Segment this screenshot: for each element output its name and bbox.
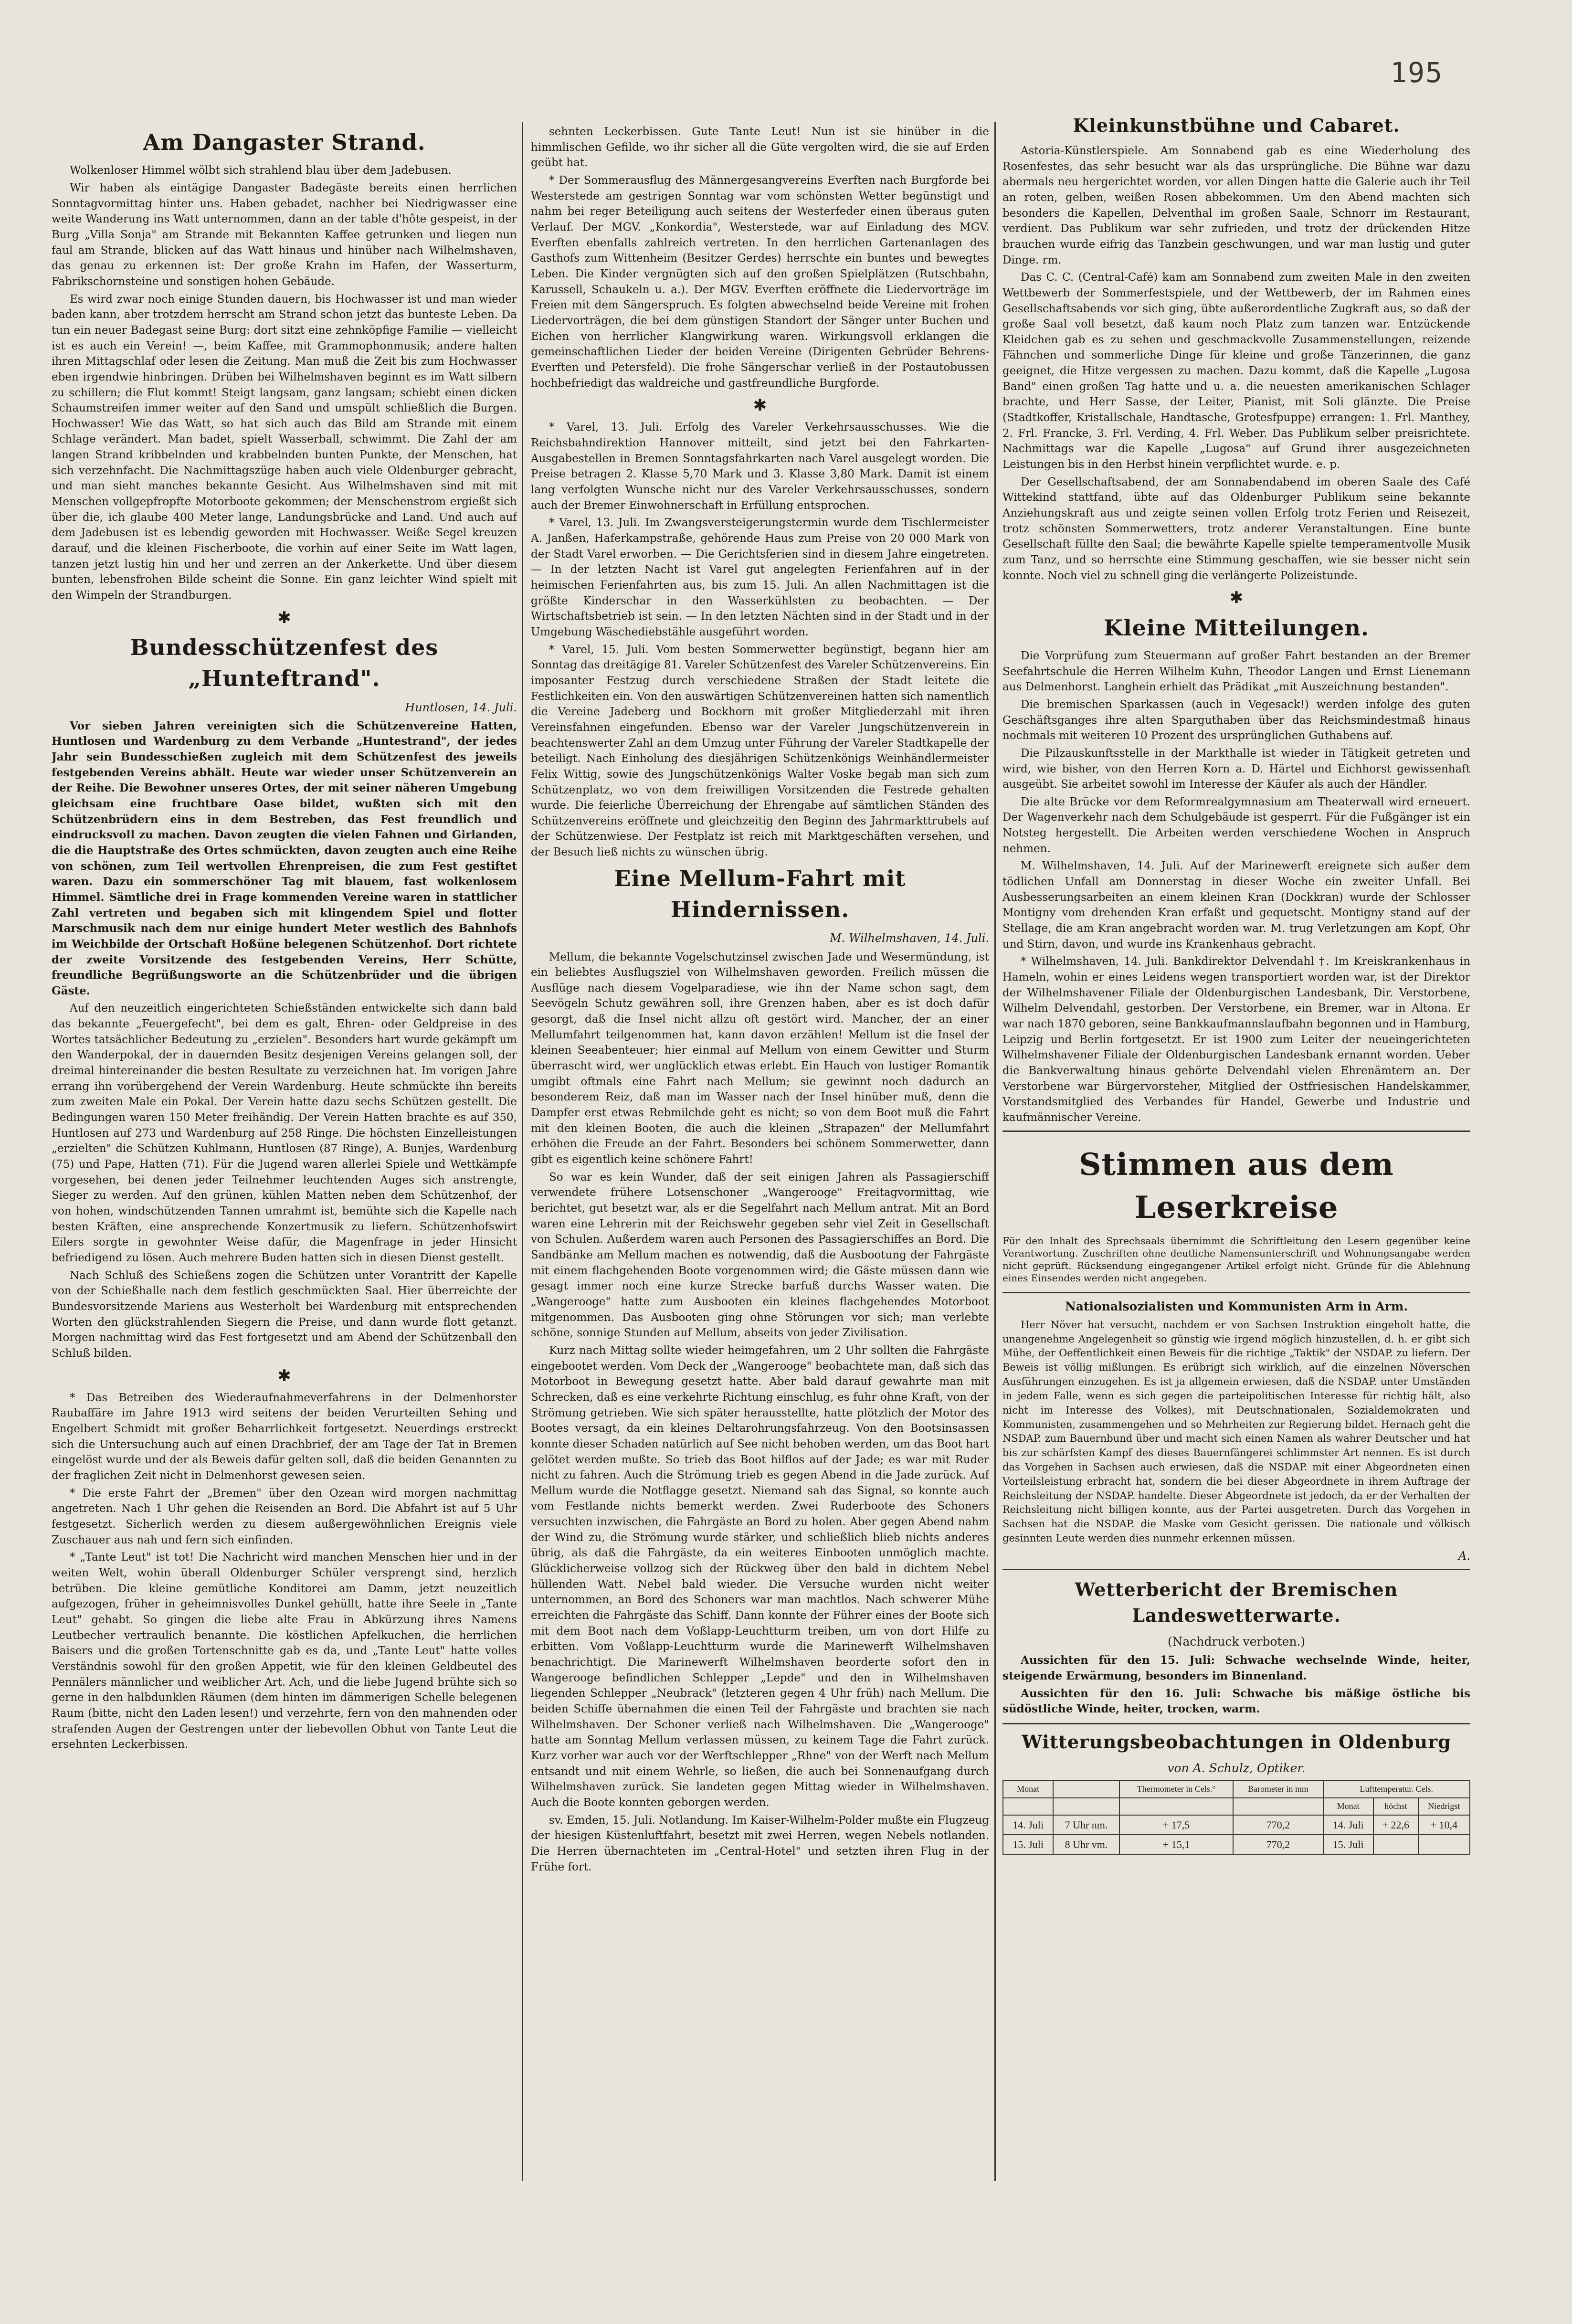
separator-star: ✱ — [277, 608, 291, 627]
paragraph: Es wird zwar noch einige Stunden dauern, bis Hochwasser ist und man wieder baden kann, aber trotzdem herrscht am Strand schon jetzt das bunteste Leben. Da tun ein neuer Badegast seine Burg: dort sitzt eine zehnköpfige Familie — vielleicht ist es auch ein Verein! —, beim Kaffee, mit Grammophonmusik; andere halten ihren Mittagschlaf oder lesen die Zeitung. Man muß die Zeit bis zum Hochwasser eben irgendwie hinbringen. Drüben bei Wilhelmshaven beginnt es im Watt silbern zu schillern; die Flut kommt! Steigt langsam, ganz langsam; schiebt einen dicken Schaumstreifen immer weiter auf den Sand und umspült schließlich die Burgen. Hochwasser! Wie das Watt, so hat sich auch das Bild am Strande mit einem Schlage verändert. Man badet, spielt Wasserball, schwimmt. Die Zahl der am langen Strand kribbelnden und krabbelnden bunten Punkte, der Menschen, hat sich verzehnfacht. Die Nachmittagszüge haben auch viele Oldenburger gebracht, und man sieht manches bekannte Gesicht. Aus Wilhelmshaven sind mit mit Menschen vollgepfropfte Motorboote gekommen; der Menschenstrom ergießt sich über die, ich glaube 400 Meter lange, Landungsbrücke and Land. Und auch auf dem Jadebusen ist es lebendig geworden mit Hochwasser. Weiße Segel kreuzen darauf, und die kleinen Fischerboote, die vorhin auf einer Seite im Watt lagen, tanzen jetzt lustig hin und her und zerren an der Ankerkette. Und über diesem bunten, lebensfrohen Bilde scheint die Sonne. Ein ganz leichter Wind spielt mit den Wimpeln der Strandburgen. — [52, 293, 517, 602]
table-cell: + 22,6 — [1373, 1815, 1418, 1835]
paragraph: * Varel, 15. Juli. Vom besten Sommerwetter begünstigt, begann hier am Sonntag das dreitägige 81. Vareler Schützenfest des Vareler Schützenvereins. Ein imposanter Festzug durch verschiedene Straßen der Stadt leitete die Festlichkeiten ein. Von den auswärtigen Schützenvereinen hatten sich namentlich die Vereine Jadeberg und Bockhorn mit großer Mitgliederzahl mit ihren Vereinsfahnen eingefunden. Ebenso war der Vareler Jungschützenverein in beachtenswerter Zahl an dem Umzug unter Führung der Vareler Stadtkapelle der beteiligt. Nach Einholung des diesjährigen Schützenkönigs Weinhändlermeister Felix Wittig, sowie des Jungschützenkönigs Walter Voske begab man sich zum Schützenplatz, wo von dem freiwilligen Vorsitzenden die Festrede gehalten wurde. Die feierliche Überreichung der Ehrengabe auf sämtlichen Ständen des Schützenvereins eröffnete und gleichzeitig den Beginn des Jahrmarkttrubels auf der Schützenwiese. Der Festplatz ist reich mit Marktgeschäften versehen, und der Besuch ließ nichts zu wünschen übrig. — [531, 643, 989, 859]
paragraph: * „Tante Leut" ist tot! Die Nachricht wird manchen Menschen hier und in der weiten Welt, wohin überall Oldenburger Schüler versprengt sind, herzlich betrüben. Die kleine gemütliche Konditorei am Damm, jetzt neuzeitlich aufgezogen, früher in geheimnisvolles Dunkel gehüllt, hatte ihre Seele in „Tante Leut" gehabt. So gingen die liebe alte Frau in Abkürzung ihres Namens Leutbecher vertraulich benannte. Die köstlichen Apfelkuchen, die herrlichen Baisers und die großen Tortenschnitte gab es da, und „Tante Leut" hatte volles Verständnis sowohl für den großen Appetit, wie für den kleinen Geldbeutel des Pennälers männlicher und weiblicher Art. Ach, und die liebe Jugend brühte sich so gerne in den halbdunklen Räumen (dem hinten im dämmerigen Schelle belegenen Raum (bitte, nicht den Laden lesen!) und verzehrte, fern von den mahnenden oder strafenden Augen der Gestrengen unter der liebevollen Obhut von Tante Leut die ersehnten Leckerbissen. — [52, 1551, 517, 1751]
table-cell: 14. Juli — [1003, 1815, 1053, 1835]
weather-box — [1002, 1569, 1470, 1724]
table-header: Barometer in mm — [1233, 1781, 1323, 1798]
paragraph: Mellum, die bekannte Vogelschutzinsel zwischen Jade und Wesermündung, ist ein beliebtes Ausflugsziel von Wilhelmshaven geworden. Freilich müssen die Ausflüge nach diesem Vogelparadiese, wie ihn der Name schon sagt, dem Seevögeln Schutz gewähren soll, ihre Grenzen haben, aber es ist doch dafür gesorgt, daß die Insel nicht allzu oft gestört wird. Mancher, der an einer Mellumfahrt teilgenommen hat, kann davon erzählen! Mellum ist die Insel der kleinen Seeabenteuer; hier einmal auf Mellum von einem Gewitter und Sturm überrascht wird, wer unglücklich etwas erlebt. Ein Hauch von lustiger Romantik umgibt oftmals eine Fahrt nach Mellum; sie gewinnt noch dadurch an besonderem Reiz, daß man im Wasser nach der Insel hinüber muß, denn die Dampfer erst etwas Rebmilchde geht es nicht; so von dem Boot muß die Fahrt mit den kleinen Booten, die auch die kleinen „Strapazen" der Mellumfahrt erhöhen die Freude an der Fahrt. Besonders bei schönem Sommerwetter, dann gibt es eigentlich keine schönere Fahrt! — [531, 951, 989, 1166]
separator-star: ✱ — [753, 396, 767, 415]
table-cell: 7 Uhr nm. — [1053, 1815, 1119, 1835]
table-cell — [1373, 1835, 1418, 1854]
dateline: Huntlosen, 14. Juli. — [405, 700, 517, 714]
paragraph: sehnten Leckerbissen. Gute Tante Leut! Nun ist sie hinüber in die himmlischen Gefilde, wo ihr sicher all die Güte vergolten wird, die sie auf Erden geübt hat. — [531, 126, 989, 169]
headline-leserkreise: Stimmen aus dem Leserkreise — [1079, 1146, 1394, 1226]
forecast: Aussichten für den 16. Juli: Schwache bis mäßige östliche bis südöstliche Winde, heiter, trocken, warm. — [1002, 1687, 1470, 1716]
paragraph: Auf den neuzeitlich eingerichteten Schießständen entwickelte sich dann bald das bekannte „Feuergefecht", bei dem es galt, Ehren- oder Geldpreise in des Wortes tatsächlicher Bedeutung zu „erzielen". Besonders hart wurde gekämpft um den Wanderpokal, der in dauernden Besitz desjenigen Vereins gelangen soll, der dreimal hintereinander die besten Resultate zu verzeichnen hat. Im vorigen Jahre errang ihn vorübergehend der Verein Wardenburg. Heute schmückte ihn bereits zum zweiten Male ein Pokal. Der Verein hatte dazu sechs Schützen gestellt. Die Bedingungen waren 150 Meter freihändig. Der Verein Hatten brachte es auf 350, Huntlosen auf 273 und Wardenburg auf 258 Ringe. Die höchsten Einzelleistungen „erzielten" die Schützen Kuhlmann, Huntlosen (87 Ringe), A. Bunjes, Wardenburg (75) und Pape, Hatten (71). Für die Jugend waren allerlei Spiele und Wettkämpfe vorgesehen, bei denen jeder Teilnehmer leuchtenden Auges sich anstrengte, Sieger zu werden. Auf den grünen, kühlen Matten neben dem Schützenhof, der von hohen, windschützenden Tannen umrahmt ist, bemühte sich die Kapelle nach besten Kräften, eine ansprechende Konzertmusik zu liefern. Schützenhofswirt Eilers sorgte in gewohnter Weise dafür, die Magenfrage in jeder Hinsicht befriedigend zu lösen. Auch mehrere Buden hatten sich in diesen Dienst gestellt. — [52, 1002, 517, 1264]
table-header: Niedrigst — [1418, 1798, 1470, 1815]
column-rule — [994, 122, 996, 2181]
table-header — [1233, 1798, 1323, 1815]
headline-kleine-mitteilungen: Kleine Mitteilungen. — [1104, 614, 1369, 641]
table-header — [1119, 1798, 1234, 1815]
table-cell — [1418, 1835, 1470, 1854]
column-rule — [522, 122, 523, 2181]
paragraph: Vor sieben Jahren vereinigten sich die Schützenvereine Hatten, Huntlosen und Wardenburg zu dem Verbande „Huntestrand", der jedes Jahr sein Bundesschießen zugleich mit dem Schützenfest des jeweils festgebenden Vereins abhält. Heute war wieder unser Schützenverein an der Reihe. Die Bewohner unseres Ortes, der mit seiner näheren Umgebung gleichsam eine fruchtbare Oase bildet, wußten sich mit den Schützenbrüdern eins in dem Bestreben, das Fest freundlich und eindrucksvoll zu machen. Davon zeugten die vielen Fahnen und Girlanden, die die Hauptstraße des Ortes schmückten, davon zeugten auch eine Reihe von schönen, zum Teil wertvollen Ehrenpreisen, die zum Fest gestiftet waren. Dazu ein sommerschöner Tag mit blauem, fast wolkenlosem Himmel. Sämtliche drei in Frage kommenden Vereine waren in stattlicher Zahl vertreten und begaben sich mit klingendem Spiel und flotter Marschmusik nach dem nur einige hundert Meter westlich des Bahnhofs im Weichbilde der Ortschaft Hoßüne belegenen Schützenhof. Dort richtete der zweite Vorsitzende des festgebenden Vereins, Herr Schütte, freundliche Begrüßungsworte an die Schützenbrüder und die übrigen Gäste. — [52, 719, 517, 997]
paragraph: Herr Növer hat versucht, nachdem er von Sachsen Instruktion eingeholt hatte, die unangenehme Angelegenheit so günstig wie irgend möglich hinzustellen, d. h. er gibt sich Mühe, der Oeffentlichkeit einen Beweis für die richtige „Taktik" der NSDAP. zu liefern. Der Beweis ist völlig mißlungen. Es erübrigt sich wirklich, auf die einzelnen Növerschen Ausführungen einzugehen. Es ist ja allgemein erwiesen, daß die NSDAP. unter Umständen in jedem Falle, wenn es sich gegen die parteipolitischen Interesse für richtig hält, also nicht im Interesse des Volkes), mit Deutschnationalen, Sozialdemokraten und Kommunisten, zusammengehen und so Mehrheiten zur Regierung bildet. Hernach geht die NSDAP. zum Bauernbund über und macht sich einen Namen als wahrer Deutscher und hat bis zur schärfsten Kampf des dieses Bauernfängerei schlimmster Art nennen. Es ist durch das Vorgehen in Sachsen auch erwiesen, daß die NSDAP. mit einer Abgeordneten einen Vorteilsleistung erbracht hat, sondern die bei dieser Abgeordnete in ihrem Auftrage der Reichsleitung der NSDAP. handelte. Dieser Abgeordnete ist jedoch, da er der Verhalten der Reichsleitung nicht billigen konnte, aus der Partei ausgetreten. Durch das Vorgehen in Sachsen hat die NSDAP. die Maske vom Gesicht gerissen. Die nationale und völkisch gesinnten Leute werden dies nunmehr erkennen müssen. — [1002, 1319, 1470, 1544]
separator-star: ✱ — [277, 1366, 291, 1385]
paragraph: Astoria-Künstlerspiele. Am Sonnabend gab es eine Wiederholung des Rosenfestes, das sehr besucht war als das ursprüngliche. Die Bühne war dazu abermals neu hergerichtet worden, vor allen Dingen hatte die Galerie auch ihr Teil an roten, gelben, weißen Rosen abbekommen. Um den Abend machten sich besonders die Kapellen, Delventhal im großen Saale, Schnorr im Restaurant, verdient. Das Publikum war sehr zufrieden, und trotz der drückenden Hitze brauchen wurde eifrig das Tanzbein geschwungen, und war man lustig und guter Dinge. rm. — [1002, 144, 1470, 266]
table-cell: 8 Uhr vm. — [1053, 1835, 1119, 1854]
paragraph: Kurz nach Mittag sollte wieder heimgefahren, um 2 Uhr sollten die Fahrgäste eingebootet werden. Vom Deck der „Wangerooge" beobachtete man, daß sich das Motorboot in Bewegung gesetzt hatte. Aber bald darauf gewahrte man mit Schrecken, daß es eine verkehrte Richtung einschlug, es fuhr ohne Kraft, von der Strömung getrieben. Wie sich später herausstellte, hatte plötzlich der Motor des Bootes versagt, da ein kleines Deltarohrungsfahrzeug. Von den Bootsinsassen konnte dieser Schaden natürlich auf See nicht behoben werden, um das Boot hart gelötet werden mußte. So trieb das Boot hilflos auf der Jade; es war mit Ruder nicht zu fahren. Auch die Strömung trieb es gegen Abend in die Jade zurück. Auf Mellum wurde die Notflagge gesetzt. Niemand sah das Signal, so konnte auch vom Festlande nichts bemerkt werden. Zwei Ruderboote des Schoners versuchten inzwischen, die Fahrgäste an Bord zu holen. Aber gegen Abend nahm der Wind zu, die Strömung wurde stärker, und schließlich blieb nichts anderes übrig, als daß die Fahrgäste, da ein weiteres Einbooten unmöglich machte. Glücklicherweise vollzog sich der Rückweg über den bald in dichtem Nebel hüllenden Watt. Nebel bald wieder. Die Versuche wurden nicht weiter unternommen, an Bord des Schoners war man machtlos. Nach schwerer Mühe erreichten die Fahrgäste das Schiff. Dann konnte der Führer eines der Boote sich mit dem Boot nach dem Voßlapp-Leuchtturm treiben, um von dort Hilfe zu erbitten. Vom Voßlapp-Leuchtturm wurde die Marinewerft Wilhelmshaven benachrichtigt. Die Marinewerft Wilhelmshaven beorderte sofort den in Wangerooge befindlichen Schlepper „Lepde" und den in Wilhelmshaven liegenden Schlepper „Neubrack" (letzteren gegen 4 Uhr früh) nach Mellum. Die beiden Schiffe übernahmen die einen Teil der Fahrgäste und brachten sie nach Wilhelmshaven. Der Schoner verließ nach Wilhelmshaven. Die „Wangerooge" hatte am Sonntag Mellum verlassen müssen, zu keinem Tage die Fahrt zurück. Kurz vorher war auch vor der Werftschlepper „Rhne" von der Werft nach Mellum entsandt und mit einem Wehrle, so ließen, die auch bei Sonnenaufgang durch Wilhelmshaven zurück. Sie landeten gegen Mittag wieder in Wilhelmshaven. Auch die Boote konnten geborgen werden. — [531, 1344, 989, 1809]
weather-subtitle: (Nachdruck verboten.) — [1167, 1634, 1306, 1648]
table-header — [1003, 1798, 1053, 1815]
paragraph: Die bremischen Sparkassen (auch in Vegesack!) werden infolge des guten Geschäftsganges ihre alten Sparguthaben über das Reichsmindestmaß hinaus nochmals mit weiteren 10 Prozent des ursprünglichen Guthabens auf. — [1002, 698, 1470, 742]
headline-wetterbericht: Wetterbericht der Bremischen Landeswetterwarte. — [1075, 1578, 1398, 1626]
paragraph: * Das Betreiben des Wiederaufnahmeverfahrens in der Delmenhorster Raubaffäre im Jahre 1913 wird seitens der beiden Verurteilten Sehing und Engelbert Schmidt mit großer Beharrlichkeit fortgesetzt. Neuerdings erstreckt sich die Untersuchung auch auf einen Drachbrief, der am Tage der Tat in Bremen eingelöst wurde und der als Beweis dafür gelten soll, daß die beiden Genannten zu der fraglichen Zeit nicht in Delmenhorst gewesen seien. — [52, 1391, 517, 1482]
letter-signature: A. — [1458, 1549, 1470, 1563]
obs-subtitle: von A. Schulz, Optiker. — [1167, 1761, 1306, 1775]
column-3 — [1002, 110, 1470, 2152]
table-cell: 14. Juli — [1323, 1815, 1373, 1835]
table-cell: + 15,1 — [1119, 1835, 1234, 1854]
paragraph: Nach Schluß des Schießens zogen die Schützen unter Vorantritt der Kapelle von der Schießhalle nach dem festlich geschmückten Saal. Hier überreichte der Bundesvorsitzende Mariens aus Westerholt bei Wardenburg mit entsprechenden Worten den glückstrahlenden Siegern die Preise, und dann wurde flott getanzt. Morgen nachmittag wird das Fest fortgesetzt und am Abend der Schützenball den Schluß bilden. — [52, 1269, 517, 1360]
table-header — [1053, 1781, 1119, 1798]
paragraph: Die Vorprüfung zum Steuermann auf großer Fahrt bestanden an der Bremer Seefahrtschule die Herren Wilhelm Kuhn, Theodor Langen und Ernst Lienemann aus Delmenhorst. Langhein erhielt das Prädikat „mit Auszeichnung bestanden". — [1002, 649, 1470, 694]
paragraph: Die alte Brücke vor dem Reformrealgymnasium am Theaterwall wird erneuert. Der Wagenverkehr nach dem Schulgebäude ist gesperrt. Für die Fußgänger ist ein Notsteg hergestellt. Die Arbeiten werden verschiedene Wochen in Anspruch nehmen. — [1002, 795, 1470, 855]
column-2 — [531, 124, 989, 2152]
separator-star: ✱ — [1229, 588, 1244, 608]
table-cell: 15. Juli — [1323, 1835, 1373, 1854]
paragraph: * Der Sommerausflug des Männergesangvereins Everften nach Burgforde bei Westerstede am gestrigen Sonntag war vom schönsten Wetter begünstigt und nahm bei reger Beteiligung auch seitens der Westerfeder einen überaus guten Verlauf. Der MGV. „Konkordia", Westerstede, war auf Einladung des MGV. Everften ebenfalls zahlreich vertreten. In den herrlichen Gartenanlagen des Gasthofs zum Wittenheim (Besitzer Gerdes) herrschte ein buntes und bewegtes Leben. Die Kinder vergnügten sich auf den großen Spielplätzen (Rutschbahn, Karussell, Schaukeln u. a.). Der MGV. Everften eröffnete die Liedervorträge im Freien mit dem Sängerspruch. Es folgten abwechselnd beide Vereine mit frohen Liedervorträgen, die bei dem günstigen Standort der Sänger unter Buchen und Eichen von herrlicher Klangwirkung waren. Wirkungsvoll erklangen die gemeinschaftlichen Lieder der beiden Vereine (Dirigenten Gebrüder Behrens-Everften und Petersfeld). Die frohe Sängerschar verließ in der Postautobussen hochbefriedigt das waldreiche und gastfreundliche Burgforde. — [531, 174, 989, 390]
paragraph: Das C. C. (Central-Café) kam am Sonnabend zum zweiten Male in den zweiten Wettbewerb der Sommerfestspiele, und der Wettbewerb, der im Rahmen eines Gesellschaftsabends vor sich ging, übte außerordentliche Zugkraft aus, so daß der große Saal voll besetzt, daß kaum noch Platz zum tanzen war. Entzückende Kleidchen gab es zu sehen und geschmackvolle Zusammenstellungen, reizende Fähnchen und sommerliche Dinge für kleine und große Tänzerinnen, die ganz geeignet, die Hitze vergessen zu machen. Dazu kommt, daß die Kapelle „Lugosa Band" einen großen Tag hatte und u. a. die neuesten amerikanischen Schlager brachte, und Herr Sasse, der Leiter, Pianist, mit Soli glänzte. Die Preise (Stadtkoffer, Kristallschale, Handtasche, Grotesfpuppe) errangen: 1. Frl. Manthey, 2. Frl. Francke, 3. Frl. Verding, 4. Frl. Weber. Das Publikum selber preisrichtete. Nachmittags war die Kapelle „Lugosa" auf Grund ihrer ausgezeichneten Leistungen bis in den Herbst hinein verpflichtet wurde. e. p. — [1002, 271, 1470, 471]
dateline: M. Wilhelmshaven, 14. Juli. — [830, 931, 989, 945]
table-cell: 770,2 — [1233, 1815, 1323, 1835]
table-header: höchst — [1373, 1798, 1418, 1815]
paragraph: Wolkenloser Himmel wölbt sich strahlend blau über dem Jadebusen. — [70, 164, 452, 177]
paragraph: * Die erste Fahrt der „Bremen" über den Ozean wird morgen nachmittag angetreten. Nach 1 Uhr gehen die Reisenden an Bord. Die Abfahrt ist auf 5 Uhr festgesetzt. Sicherlich werden zu diesem außergewöhnlichen Ereignis viele Zuschauer aus nah und fern sich einfinden. — [52, 1487, 517, 1546]
paragraph: * Wilhelmshaven, 14. Juli. Bankdirektor Delvendahl †. Im Kreiskrankenhaus in Hameln, wohin er eines Leidens wegen transportiert worden war, ist der Direktor der Wilhelmshavener Filiale der Oldenburgischen Landesbank, Dir. Verstorbene, Wilhelm Delvendahl, gestorben. Der Verstorbene, ein Bremer, war in Altona. Er war nach 1870 geboren, seine Bankkaufmannslaufbahn begonnen und in Hamburg, Leipzig und Berlin fortgesetzt. Er ist 1900 zum Leiter der neueingerichteten Wilhelmshavener Filiale der Oldenburgischen Landesbank ernannt worden. Ueber die Bankverwaltung hinaus gehörte Delvendahl vielen Ehrenämtern an. Der Verstorbene war Bürgervorsteher, Mitglied der Ostfriesischen Handelskammer, Vorstandsmitglied des Verbandes für Handel, Gewerbe und Industrie und kaufmännischer Vereine. — [1002, 955, 1470, 1124]
observations-table — [1002, 1780, 1470, 1855]
paragraph: M. Wilhelmshaven, 14. Juli. Auf der Marinewerft ereignete sich außer dem tödlichen Unfall am Donnerstag in dieser Woche ein zweiter Unfall. Bei Ausbesserungsarbeiten an einem kleinen Kran (Dockkran) wurde der Schlosser Montigny vom drehenden Kran erfaßt und gequetscht. Montigny stand auf der Stellage, die am Kran angebracht worden war. M. trug Verletzungen am Kopf, Ohr und Stirn, davon, und wurde ins Krankenhaus gebracht. — [1002, 860, 1470, 951]
table-header: Monat — [1003, 1781, 1053, 1798]
table-group-header: Lufttemperatur. Cels. — [1323, 1781, 1470, 1798]
letter-subhead: Nationalsozialisten und Kommunisten Arm in Arm. — [1065, 1299, 1408, 1314]
paragraph: Die Pilzauskunftsstelle in der Markthalle ist wieder in Tätigkeit getreten und wird, wie bisher, von den Herren Korn a. D. Härtel und Eichhorst gewissenhaft ausgeübt. Sie arbeitet sowohl im Interesse der Käufer als auch der Händler. — [1002, 747, 1470, 791]
disclaimer: Für den Inhalt des Sprechsaals übernimmt die Schriftleitung den Lesern gegenüber keine Verantwortung. Zuschriften ohne deutliche Namensunterschrift und Wohnungsangabe werden nicht geprüft. Rücksendung eingegangener Artikel erfolgt nicht. Gründe für die Ablehnung eines Einsendes werden nicht angegeben. — [1002, 1235, 1470, 1284]
paragraph: So war es kein Wunder, daß der seit einigen Jahren als Passagierschiff verwendete frühere Lotsenschoner „Wangerooge" Freitagvormittag, wie berichtet, gut besetzt war, als er die Segelfahrt nach Mellum antrat. Mit an Bord waren eine Lehrerin mit der Reichswehr gegeben sehr viel Zeit in Gesellschaft von Schulen. Außerdem waren auch Personen des Passagierschiffes an Bord. Die Sandbänke am Mellum machen es notwendig, daß die Ausbootung der Fahrgäste mit einem flachgehenden Boote vorgenommen wird; die Gäste müssen dann wie gesagt immer noch eine kurze Strecke barfuß durchs Wasser waten. Die „Wangerooge" hatte zum Ausbooten ein kleines flachgehendes Motorboot mitgenommen. Das Ausbooten ging ohne Störungen vor sich; man verlebte schöne, sonnige Stunden auf Mellum, abseits von jeder Zivilisation. — [531, 1171, 989, 1340]
table-row — [1003, 1835, 1470, 1854]
table-cell: 770,2 — [1233, 1835, 1323, 1854]
column-1 — [52, 124, 517, 2152]
table-row — [1003, 1815, 1470, 1835]
headline-witterung: Witterungsbeobachtungen in Oldenburg — [1022, 1731, 1451, 1753]
forecast: Aussichten für den 15. Juli: Schwache wechselnde Winde, heiter, steigende Erwärmung, besonders im Binnenland. — [1002, 1654, 1470, 1682]
table-cell: 15. Juli — [1003, 1835, 1053, 1854]
headline-kleinkunst: Kleinkunstbühne und Cabaret. — [1073, 115, 1400, 136]
table-header: Thermometer in Cels.° — [1119, 1781, 1234, 1798]
paragraph: Der Gesellschaftsabend, der am Sonnabendabend im oberen Saale des Café Wittekind stattfand, übte auf das Oldenburger Publikum seine bekannte Anziehungskraft aus und zeigte seinen vollen Erfolg trotz Ferien und Reisezeit, trotz schönsten Sommerwetters, trotz anderer Veranstaltungen. Eine bunte Gesellschaft füllte den Saal; die bewährte Kapelle spielte temperamentvolle Musik zum Tanz, und so herrschte eine Stimmung geschaffen, wie sie besser nicht sein konnte. Noch viel zu schnell ging die verlängerte Polizeistunde. — [1002, 475, 1470, 582]
leserkreise-box — [1002, 1130, 1470, 1294]
table-header: Monat — [1323, 1798, 1373, 1815]
headline-dangast: Am Dangaster Strand. — [143, 129, 426, 155]
table-header — [1053, 1798, 1119, 1815]
headline-bundesschuetzenfest: Bundesschützenfest des „Hunteftrand". — [130, 634, 439, 692]
paragraph: * Varel, 13. Juli. Im Zwangsversteigerungstermin wurde dem Tischlermeister A. Janßen, Haferkampstraße, gehörende Haus zum Preise von 20 000 Mark von der Stadt Varel erworben. — Die Gerichtsferien sind in diesem Jahre eingetreten. — In der letzten Nacht ist Varel gut angelegten Ferienfahren auf in der heimischen Ferienfahrten aus, bis zum 15. Juli. An allen Nachmittagen ist die größte Kinderschar in den Wasserkühlsten zu beobachten. — Der Wirtschaftsbetrieb ist sein. — In den letzten Nächten sind in der Stadt und in der Umgebung Wäschediebstähle ausgeführt worden. — [531, 517, 989, 638]
table-cell: + 10,4 — [1418, 1815, 1470, 1835]
paragraph: Wir haben als eintägige Dangaster Badegäste bereits einen herrlichen Sonntagvormittag hinter uns. Haben gebadet, nachher bei Niedrigwasser eine weite Wanderung ins Watt unternommen, dann an der table d'hôte gespeist, in der Burg „Villa Sonja" am Strande mit Bekannten Kaffee getrunken und liegen nun faul am Strande, blicken auf das Watt hinaus und hinüber nach Wilhelmshaven, das genau zu erkennen ist: Der große Krahn im Hafen, der Wasserturm, Fabrikschornsteine und sonstigen hohen Gebäude. — [52, 181, 517, 288]
paragraph: sv. Emden, 15. Juli. Notlandung. Im Kaiser-Wilhelm-Polder mußte ein Flugzeug der hiesigen Küstenluftfahrt, besetzt mit zwei Herren, wegen Nebels notlanden. Die Herren übernachteten im „Central-Hotel" und setzten ihren Flug in der Frühe fort. — [531, 1814, 989, 1873]
page-number: 195 — [1390, 56, 1443, 89]
headline-mellum: Eine Mellum-Fahrt mit Hindernissen. — [614, 865, 906, 923]
paragraph: * Varel, 13. Juli. Erfolg des Vareler Verkehrsausschusses. Wie die Reichsbahndirektion Hannover mitteilt, sind jetzt bei den Fahrkarten-Ausgabestellen in Bremen Sonntagsfahrkarten nach Varel ausgelegt worden. Die Preise betragen 2. Klasse 5,70 Mark und 3. Klasse 3,80 Mark. Damit ist einem lang verfolgten Wunsche nicht nur des Vareler Verkehrsausschusses, sondern auch der Bremer Einwohnerschaft in Erfüllung entsprochen. — [531, 421, 989, 512]
table-cell: + 17,5 — [1119, 1815, 1234, 1835]
